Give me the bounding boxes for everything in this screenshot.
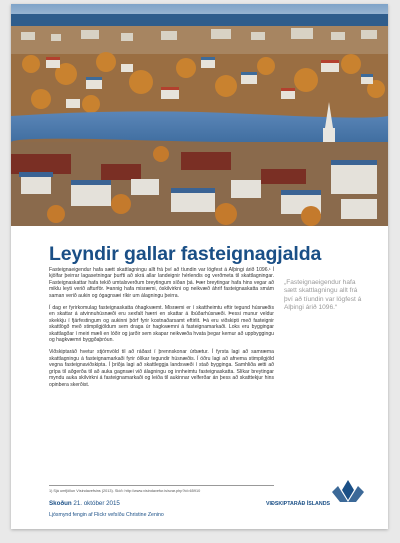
document-page xyxy=(11,4,388,529)
body-paragraph: Viðskiptaráð hvetur stjórnvöld til að ráðast í þrennskonar úrbætur. Í fyrsta lagi að samræma skattlagningu á fasteignamarkaði fyrir ólíkar tegundir húsnæðis. Í öðru lagi að afnema stimpilgjöld vegna fasteignaviðskipta. Í þriðja lagi að skattleggja landsvæði í stað bygginga. Samhliða ætti að grípa til aðgerða til að auka gagnsæi við álagningu og innheimtu fasteignaskatta. Slíkar breytingar myndu auka skilvirkni á fasteignamarkaði og leiða til aukinnar velferðar án þess að skatttekjur hins opinbera skerðist. xyxy=(49,349,274,388)
article-title: Leyndir gallar fasteignagjalda xyxy=(49,243,322,265)
article-body xyxy=(49,267,274,394)
body-paragraph: Í dag er fyrirkomulag fasteignaskatta óhagkvæmt. Misræmi er í skattheimtu eftir tegund húsnæðis en skattar á atvinnuhúsnæði eru sexfalt hærri en skattar á íbúðarhúsnæði. Þessi munur veldur skekkju í fjárfestingum og aukinni þörf fyrir kostnaðarsamt eftirlit. Þá eru viðskipti með fasteignir skattlögð með stimpilgjöldum sem draga úr hagkvæmni á fasteignamarkaði. Loks eru byggingar skattlagðar í meiri mæli en lóðir og jarðir sem skapar neikvæða hvata þegar kemur að uppbyggingu og hagkvæmri byggðaþróun. xyxy=(49,305,274,344)
footnote-divider xyxy=(49,485,274,486)
photo-credit: Ljósmynd fengin af Flickr vefsíðu Christine Zenino xyxy=(49,512,164,518)
organization-name: VIÐSKIPTARÁÐ ÍSLANDS xyxy=(266,501,331,507)
article-meta xyxy=(49,500,120,507)
pull-quote: „Fasteignaeigendur hafa sætt skattlagningu allt frá því að tíundin var lögfest á Alþingi árið 1096.“ xyxy=(284,279,362,311)
footnote: 1) Sjá umfjöllun Vísindavefsins (2013). Slóð: http://www.visindavefur.is/svar.php?id=65910 xyxy=(49,489,201,493)
reykjavik-cityscape-photo xyxy=(11,4,388,226)
publish-date: 21. október 2015 xyxy=(73,500,120,507)
category-label: Skoðun xyxy=(49,500,72,507)
body-paragraph: Fasteignaeigendur hafa sætt skattlagningu allt frá því að tíundin var lögfest á Alþingi árið 1096.¹ Í kjölfar þeirrar lagasetningar þurfti að skrá allar landeignir hérlendis og verðmeta til skattlagningar. Fasteignaskattar hafa tekið umtalsverðum breytingum síðan þá. Þær breytingar hafa hins vegar að miklu leyti verið afturför. Þannig hafa misræmi, óskilvirkni og neikvæð áhrif fasteignaskatta smám saman verið aukin og ógagnsæi ríkir um álagningu þeirra. xyxy=(49,267,274,299)
